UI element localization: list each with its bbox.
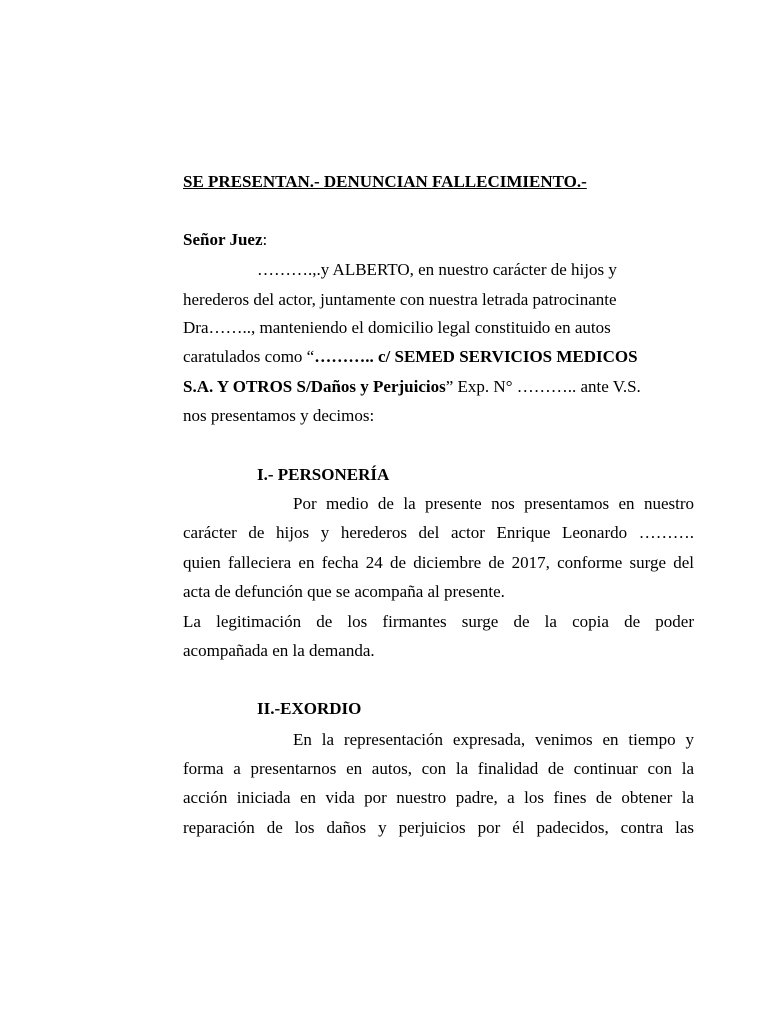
section2-line-1: En la representación expresada, venimos en tiempo y [293,730,694,749]
intro-line-4-text: caratulados como “ [183,347,315,366]
salutation-colon: : [262,230,268,249]
section1-line-1: Por medio de la presente nos presentamos en nuestro [293,494,694,513]
section-heading-exordio: II.-EXORDIO [257,699,362,718]
section1-line-3: quien falleciera en fecha 24 de diciembre de 2017, conforme surge del [183,553,694,572]
section1-line-2: carácter de hijos y herederos del actor Enrique Leonardo ………. [183,523,694,542]
section2-line-4: reparación de los daños y perjuicios por él padecidos, contra las [183,818,694,837]
section2-line-3: acción iniciada en vida por nuestro padre, a los fines de obtener la [183,788,694,807]
intro-line-2: herederos del actor, juntamente con nuestra letrada patrocinante [183,290,617,309]
intro-line-5-text: ” Exp. N° ……….. ante V.S. [445,377,641,396]
salutation [183,230,267,250]
intro-line-4-caption: ……….. c/ SEMED SERVICIOS MEDICOS [314,347,638,366]
section1-line-5: La legitimación de los firmantes surge de la copia de poder [183,612,694,631]
intro-line-5-caption: S.A. Y OTROS S/Daños y Perjuicios [183,377,446,396]
intro-line-4 [183,347,638,367]
intro-line-1: ……….,.y ALBERTO, en nuestro carácter de hijos y [257,260,617,279]
document-title: SE PRESENTAN.- DENUNCIAN FALLECIMIENTO.- [183,172,587,191]
intro-line-6: nos presentamos y decimos: [183,406,375,425]
section1-line-6: acompañada en la demanda. [183,641,375,660]
salutation-judge: Señor Juez [183,230,263,249]
section-heading-personeria: I.- PERSONERÍA [257,465,390,484]
intro-line-5 [183,377,641,397]
section2-line-2: forma a presentarnos en autos, con la finalidad de continuar con la [183,759,694,778]
intro-line-3: Dra…….., manteniendo el domicilio legal constituido en autos [183,318,611,337]
section1-line-4: acta de defunción que se acompaña al presente. [183,582,505,601]
